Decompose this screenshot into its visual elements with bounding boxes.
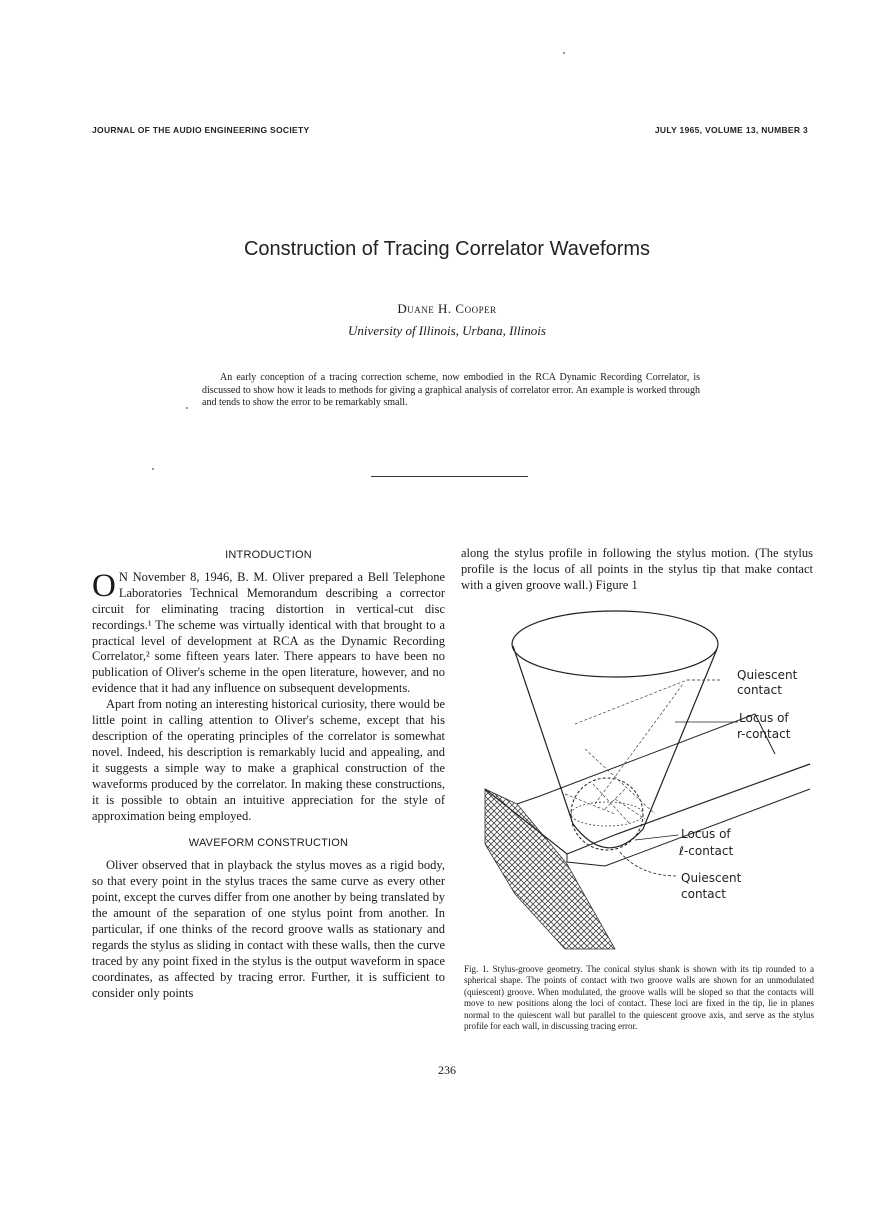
journal-name: JOURNAL OF THE AUDIO ENGINEERING SOCIETY: [92, 125, 310, 135]
label-locus-l-1: Locus of: [681, 827, 731, 841]
stylus-groove-figure: [455, 604, 825, 956]
label-locus-r-2: r-contact: [737, 727, 791, 741]
drop-cap: O: [92, 567, 116, 604]
scan-speck: [152, 468, 154, 470]
section-heading-introduction: INTRODUCTION: [225, 549, 312, 561]
leader-quiescent-bottom: [620, 852, 678, 876]
right-column: [461, 546, 813, 594]
label-quiescent-top-1: Quiescent: [737, 668, 798, 682]
label-quiescent-top-2: contact: [737, 683, 782, 697]
tip-equator: [571, 802, 643, 826]
label-locus-r-1: Locus of: [739, 711, 789, 725]
stylus-groove-diagram: [455, 604, 825, 956]
scan-speck: [563, 52, 565, 54]
intro-paragraph-2: Apart from noting an interesting historical curiosity, there would be little point in calling attention to Oliver's scheme, except that his description of the operating principles of the correlator is somewhat novel. Indeed, his description is remarkably lucid and appealing, and it suggests a simple way to make a graphical construction of the waveforms produced by the correlator. In making these constructions, it is possible to obtain an intuitive appreciation for the style of approximation being employed.: [92, 697, 445, 823]
stylus-top-ellipse: [512, 611, 718, 677]
intro-paragraph-1: [92, 567, 445, 697]
groove-bottom-edge: [567, 854, 605, 866]
label-quiescent-bottom-1: Quiescent: [681, 871, 742, 885]
scan-speck: [186, 407, 188, 409]
author-affiliation: University of Illinois, Urbana, Illinois: [348, 323, 546, 338]
issue-info: JULY 1965, VOLUME 13, NUMBER 3: [654, 125, 808, 135]
waveform-paragraph-1-continued: along the stylus profile in following the stylus motion. (The stylus profile is the locus of all points in the stylus tip that make contact with a given groove wall.) Figure 1: [461, 546, 813, 592]
title-divider: [371, 476, 528, 477]
label-quiescent-bottom-2: contact: [681, 887, 726, 901]
abstract: An early conception of a tracing correction scheme, now embodied in the RCA Dynamic Recording Correlator, is discussed to show how it leads to methods for giving a graphical analysis of correlator error. An example is worked through and tends to show the error to be remarkably small.: [202, 372, 700, 409]
groove-substrate-hatch: [485, 789, 615, 949]
author-name: Duane H. Cooper: [397, 301, 497, 316]
construction-lines: [565, 680, 687, 824]
left-column: [92, 546, 445, 1001]
section-heading-waveform-construction: WAVEFORM CONSTRUCTION: [188, 837, 349, 850]
label-locus-l-2: ℓ-contact: [679, 844, 734, 858]
intro-paragraph-1-text: N November 8, 1946, B. M. Oliver prepared a Bell Telephone Laboratories Technical Memorandum describing a corrector circuit for eliminating tracing distortion in vertical-cut disc recordings.¹ The scheme was virtually identical with that brought to a practical level of development at RCA as the Dynamic Recording Correlator,² some fifteen years later. There appears to have been no publication of Oliver's scheme in the open literature, however, and no evidence that it had any influence on subsequent developments.: [92, 569, 445, 696]
page-number: 236: [438, 1063, 456, 1077]
leader-locus-l: [635, 835, 678, 840]
figure-caption: Fig. 1. Stylus-groove geometry. The conical stylus shank is shown with its tip rounded to a spherical shape. The points of contact with two groove walls are shown for an unmodulated (quiescent) groove. When modulated, the groove walls will be sloped so that the contacts will move to new positions along the loci of contact. These loci are fixed in the tip, lie in planes normal to the quiescent wall but parallel to the quiescent groove axis, and serve as the stylus profile for each wall, in discussing tracing error.: [464, 964, 814, 1032]
article-title: Construction of Tracing Correlator Waveforms: [243, 238, 651, 260]
stylus-tip-bottom: [573, 824, 643, 848]
waveform-paragraph-1: Oliver observed that in playback the stylus moves as a rigid body, so that every point in the stylus traces the same curve as every other point, except the curves differ from one another by being translated by the amount of the separation of one stylus point from another. In particular, if one thinks of the record groove walls as stationary and regards the stylus as sliding in contact with these walls, then the curve traced by any point fixed in the stylus is the output waveform in space coordinates, as affected by tracing error. Further, it is sufficient to consider only points: [92, 858, 445, 1000]
